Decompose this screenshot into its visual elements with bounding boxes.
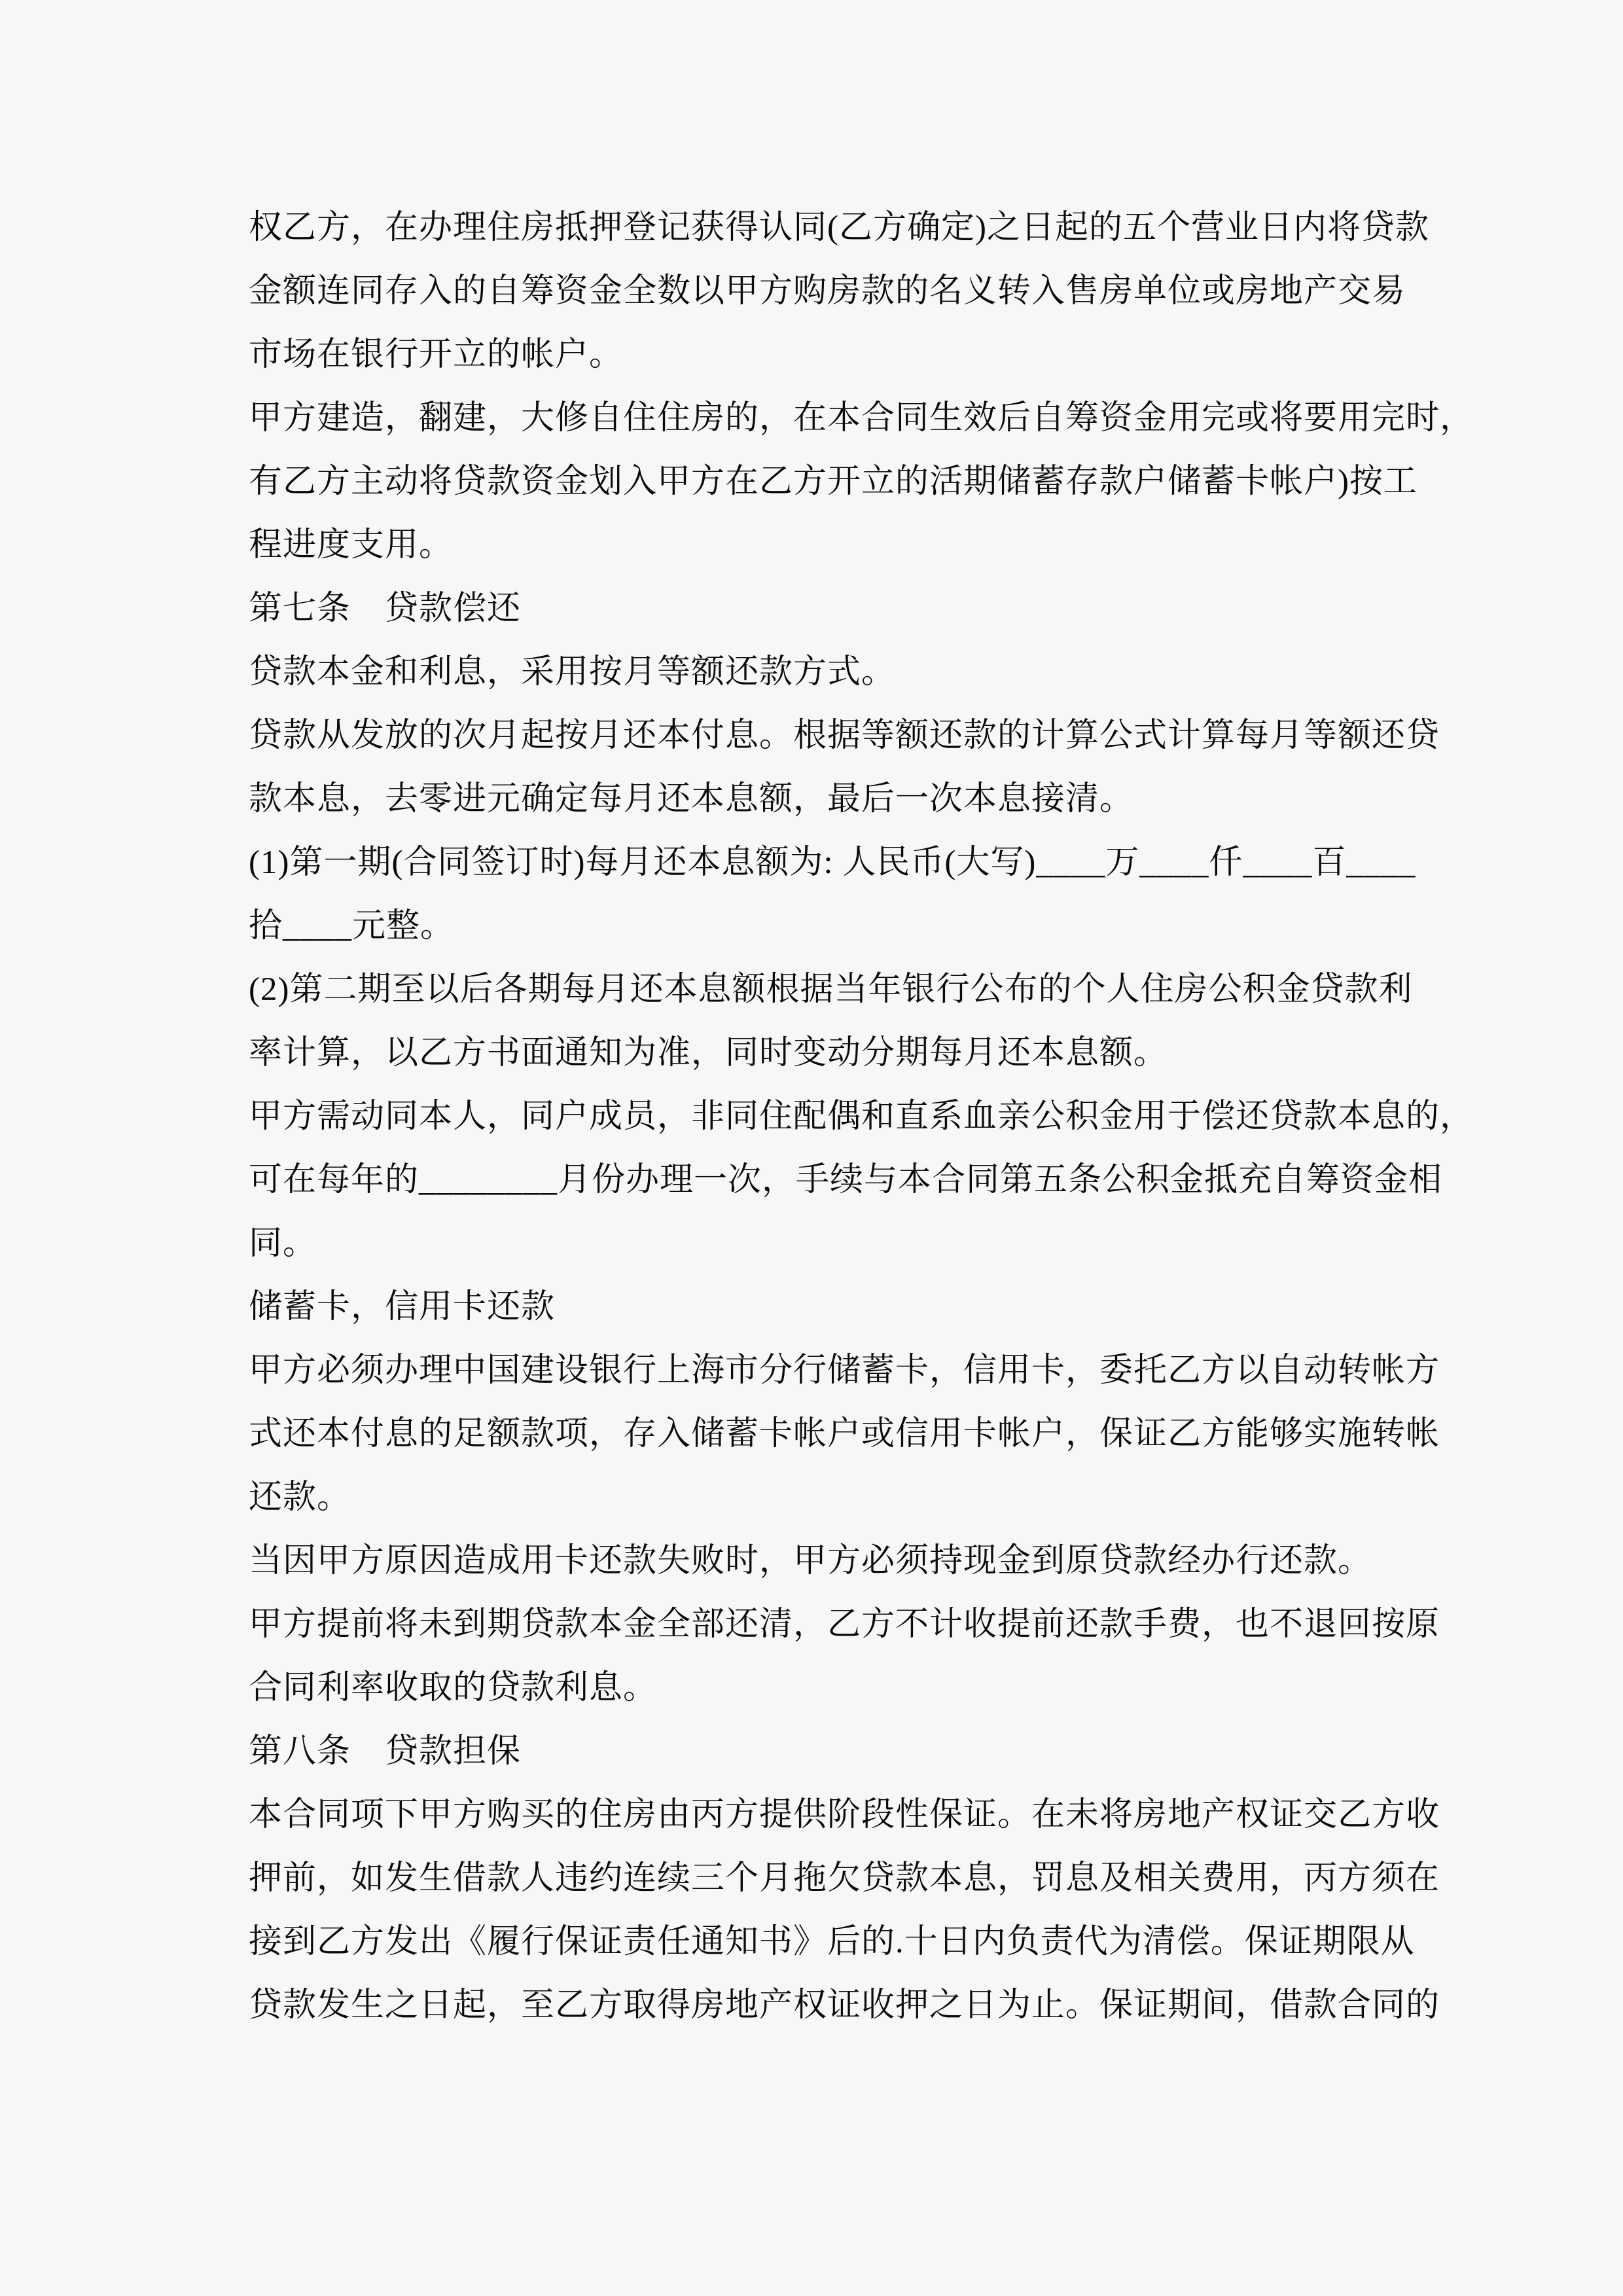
contract-text-line: 市场在银行开立的帐户。 <box>249 336 624 373</box>
contract-text-line: 有乙方主动将贷款资金划入甲方在乙方开立的活期储蓄存款户储蓄卡帐户)按工 <box>249 463 1418 500</box>
contract-text-line: 合同利率收取的贷款利息。 <box>249 1670 658 1706</box>
contract-text-line: 程进度支用。 <box>249 527 454 564</box>
contract-text-line: 本合同项下甲方购买的住房由丙方提供阶段性保证。在未将房地产权证交乙方收 <box>249 1797 1440 1833</box>
contract-text-line: 当因甲方原因造成用卡还款失败时，甲方必须持现金到原贷款经办行还款。 <box>249 1543 1372 1579</box>
contract-text-line: 同。 <box>249 1225 317 1262</box>
contract-text-line: 还款。 <box>249 1479 351 1516</box>
contract-text-line: 押前，如发生借款人违约连续三个月拖欠贷款本息，罚息及相关费用，丙方须在 <box>249 1860 1440 1897</box>
contract-text-line: 甲方建造，翻建，大修自住住房的，在本合同生效后自筹资金用完或将要用完时， <box>249 400 1474 437</box>
contract-text-line: 第七条 贷款偿还 <box>249 590 522 627</box>
contract-text-line: 接到乙方发出《履行保证责任通知书》后的.十日内负责代为清偿。保证期限从 <box>249 1924 1415 1960</box>
contract-text-line: 拾____元整。 <box>249 908 455 944</box>
contract-text-line: 式还本付息的足额款项，存入储蓄卡帐户或信用卡帐户，保证乙方能够实施转帐 <box>249 1416 1440 1452</box>
contract-text-line: 贷款本金和利息，采用按月等额还款方式。 <box>249 654 896 691</box>
contract-text-line: 储蓄卡，信用卡还款 <box>249 1289 556 1325</box>
contract-text-line: (1)第一期(合同签订时)每月还本息额为: 人民币(大写)____万____仟____百____ <box>249 844 1416 881</box>
contract-text-line: 权乙方，在办理住房抵押登记获得认同(乙方确定)之日起的五个营业日内将贷款 <box>249 209 1429 246</box>
contract-text-line: 可在每年的________月份办理一次，手续与本合同第五条公积金抵充自筹资金相 <box>249 1162 1443 1198</box>
contract-text-block <box>249 196 1474 2037</box>
contract-text-line: (2)第二期至以后各期每月还本息额根据当年银行公布的个人住房公积金贷款利 <box>249 971 1413 1008</box>
contract-text-line: 甲方需动同本人，同户成员，非同住配偶和直系血亲公积金用于偿还贷款本息的， <box>249 1098 1474 1135</box>
contract-text-line: 贷款发生之日起，至乙方取得房地产权证收押之日为止。保证期间，借款合同的 <box>249 1987 1440 2024</box>
contract-text-line: 甲方提前将未到期贷款本金全部还清，乙方不计收提前还款手费，也不退回按原 <box>249 1606 1440 1643</box>
contract-text-line: 甲方必须办理中国建设银行上海市分行储蓄卡，信用卡，委托乙方以自动转帐方 <box>249 1352 1440 1389</box>
contract-text-line: 率计算，以乙方书面通知为准，同时变动分期每月还本息额。 <box>249 1035 1168 1071</box>
contract-text-line: 款本息，去零进元确定每月还本息额，最后一次本息接清。 <box>249 781 1134 817</box>
contract-text-line: 贷款从发放的次月起按月还本付息。根据等额还款的计算公式计算每月等额还贷 <box>249 717 1440 754</box>
contract-text-line: 第八条 贷款担保 <box>249 1733 522 1770</box>
contract-text-line: 金额连同存入的自筹资金全数以甲方购房款的名义转入售房单位或房地产交易 <box>249 273 1406 310</box>
